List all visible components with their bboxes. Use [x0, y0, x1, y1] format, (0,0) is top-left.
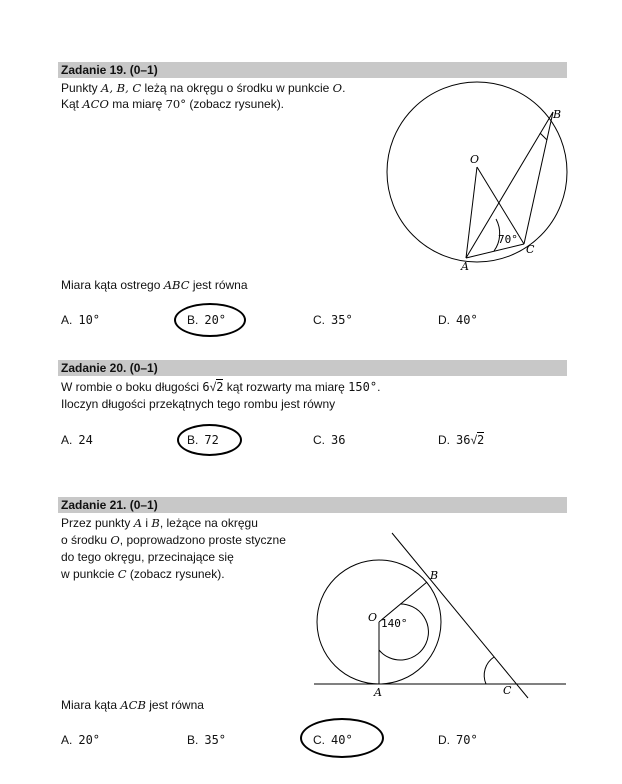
- option-letter: C.: [313, 433, 325, 447]
- text: kąt rozwarty ma miarę: [223, 380, 349, 394]
- segment-bc: [524, 112, 553, 244]
- task-21-question: [61, 697, 204, 713]
- task-19-figure: [380, 78, 580, 278]
- label-a: A: [374, 686, 382, 699]
- math: ACO: [82, 97, 109, 111]
- radius-ob: [379, 582, 427, 622]
- math: 2: [216, 380, 224, 394]
- task-21-text-line1: [61, 515, 258, 531]
- task-19-text-line1: [61, 80, 345, 96]
- option-value: 72: [204, 433, 219, 447]
- text: .: [377, 380, 381, 394]
- task-20-option-d[interactable]: [438, 432, 484, 448]
- angle-arc-c: [484, 657, 494, 684]
- math: A, B, C: [101, 81, 142, 95]
- task-20-option-c[interactable]: [313, 432, 345, 448]
- text: (zobacz rysunek).: [126, 567, 225, 581]
- option-letter: A.: [61, 733, 73, 747]
- math: A: [133, 516, 143, 530]
- option-value: 35°: [331, 313, 353, 327]
- label-b: B: [553, 108, 562, 121]
- option-letter: B.: [187, 733, 199, 747]
- text: Punkty: [61, 81, 102, 95]
- math: ACB: [120, 698, 146, 712]
- label-a: A: [461, 260, 469, 273]
- task-21-text-line2: [61, 532, 286, 548]
- option-value: 35°: [204, 733, 227, 747]
- text: .: [342, 81, 346, 95]
- option-letter: D.: [438, 313, 450, 327]
- label-c: C: [503, 684, 512, 697]
- task-19-question: [61, 277, 248, 293]
- task-19-header: Zadanie 19. (0–1): [58, 62, 567, 78]
- text: i: [142, 516, 152, 530]
- task-21-option-d[interactable]: [438, 732, 478, 748]
- angle-arc-b: [540, 133, 547, 140]
- option-radicand: 2: [477, 433, 485, 447]
- text: (zobacz rysunek).: [185, 97, 285, 111]
- task-21-text-line3: do tego okręgu, przecinające się: [61, 550, 234, 564]
- text: Przez punkty: [61, 516, 134, 530]
- task-19-option-d[interactable]: [438, 312, 478, 328]
- segment-oa: [466, 167, 477, 258]
- label-o: O: [368, 611, 378, 624]
- angle-label-140: 140°: [381, 617, 408, 630]
- option-value: 40°: [331, 733, 353, 747]
- label-c: C: [526, 243, 535, 256]
- option-value: 40°: [456, 313, 478, 327]
- task-21-text-line4: [61, 566, 225, 582]
- option-letter: C.: [313, 733, 325, 747]
- text: jest równa: [189, 278, 248, 292]
- task-19-text-line2: [61, 96, 284, 112]
- task-19-option-c[interactable]: [313, 312, 353, 328]
- label-o: O: [470, 153, 480, 166]
- task-21-header: Zadanie 21. (0–1): [58, 497, 567, 513]
- task-20-text-line1: [61, 379, 380, 395]
- math: 70°: [165, 97, 186, 111]
- math: 150°: [348, 380, 378, 394]
- angle-label-70: 70°: [498, 233, 518, 246]
- text: jest równa: [145, 698, 204, 712]
- option-letter: B.: [187, 433, 199, 447]
- option-value: 24: [78, 433, 93, 447]
- task-19-option-a[interactable]: [61, 312, 100, 328]
- task-21-figure: [310, 530, 570, 700]
- option-letter: A.: [61, 313, 73, 327]
- selected-answer-mark: [177, 424, 242, 456]
- math: C: [117, 567, 127, 581]
- tangent-line-b: [392, 533, 528, 698]
- text: w punkcie: [61, 567, 118, 581]
- text: leżą na okręgu o środku w punkcie: [141, 81, 333, 95]
- option-value: 20°: [78, 733, 101, 747]
- task-20-header: Zadanie 20. (0–1): [58, 360, 567, 376]
- text: Miara kąta ostrego: [61, 278, 164, 292]
- math: O: [110, 533, 120, 547]
- text: , leżące na okręgu: [159, 516, 258, 530]
- text: ma miarę: [108, 97, 166, 111]
- option-letter: A.: [61, 433, 73, 447]
- option-value: 36: [456, 433, 471, 447]
- option-value: 36: [331, 433, 346, 447]
- sqrt-symbol: √: [209, 380, 217, 394]
- option-letter: D.: [438, 433, 450, 447]
- task-20-option-a[interactable]: [61, 432, 93, 448]
- text: , poprowadzono proste styczne: [119, 533, 286, 547]
- task-20-text-line2: Iloczyn długości przekątnych tego rombu jest równy: [61, 397, 336, 411]
- math: O: [332, 81, 343, 95]
- option-value: 10°: [78, 313, 101, 327]
- option-value: 70°: [456, 733, 478, 747]
- angle-arc-o: [379, 604, 428, 660]
- task-21-option-a[interactable]: [61, 732, 100, 748]
- math: ABC: [163, 278, 190, 292]
- text: W rombie o boku długości: [61, 380, 203, 394]
- selected-answer-mark: [174, 303, 246, 337]
- option-letter: C.: [313, 313, 325, 327]
- text: Kąt: [61, 97, 83, 111]
- text: Miara kąta: [61, 698, 121, 712]
- task-21-option-b[interactable]: [187, 732, 226, 748]
- label-b: B: [430, 569, 439, 582]
- math: 6: [202, 380, 210, 394]
- option-letter: B.: [187, 313, 199, 327]
- segment-ac: [466, 244, 524, 258]
- sqrt-symbol: √: [470, 433, 478, 447]
- option-value: 20°: [204, 313, 227, 327]
- math: B: [151, 516, 160, 530]
- option-letter: D.: [438, 733, 450, 747]
- text: o środku: [61, 533, 111, 547]
- selected-answer-mark: [300, 718, 384, 758]
